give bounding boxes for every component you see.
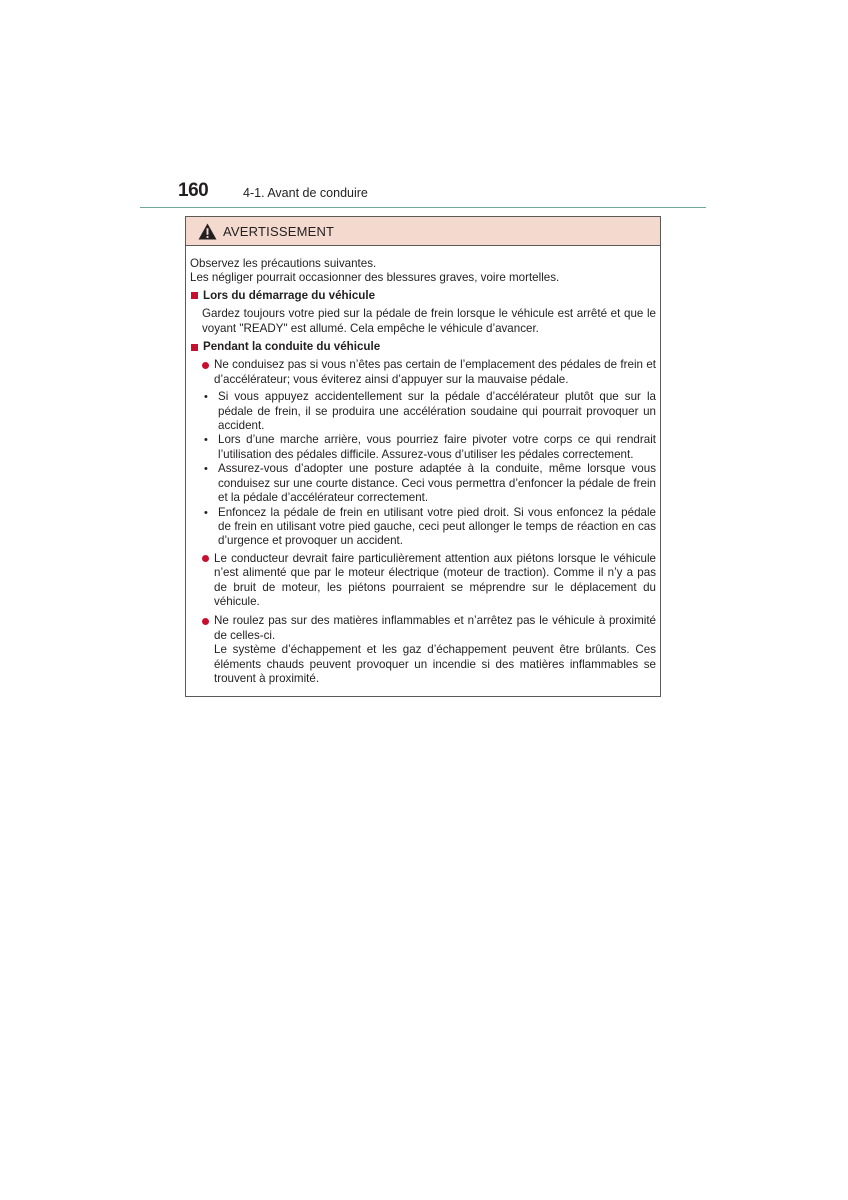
- round-bullet-icon: [202, 555, 209, 562]
- sub-bullet: •: [204, 434, 208, 447]
- header-divider: [140, 207, 706, 208]
- list-item-text: Ne conduisez pas si vous n’êtes pas certain de l’emplacement des pédales de frein et d’accélérateur; vous éviterez ainsi d’appuyer sur la mauvaise pédale.: [214, 358, 656, 386]
- list-item: [202, 552, 656, 610]
- warning-title: AVERTISSEMENT: [223, 223, 335, 239]
- sub-list-item: [202, 506, 656, 549]
- intro-line: Les négliger pourrait occasionner des blessures graves, voire mortelles.: [190, 271, 560, 285]
- list-item-text: Le conducteur devrait faire particulièrement attention aux piétons lorsque le véhicule n’est alimenté que par le moteur électrique (moteur de traction). Comme il n’y a pas de bruit de moteur, les piétons pourraient se méprendre sur le déplacement du véhicule.: [214, 551, 656, 608]
- section-paragraph: Gardez toujours votre pied sur la pédale de frein lorsque le véhicule est arrêté et que le voyant "READY" est allumé. Cela empêche le véhicule d’avancer.: [202, 307, 656, 335]
- sub-bullet: •: [204, 506, 208, 519]
- list-item: [202, 358, 656, 387]
- intro-line: Observez les précautions suivantes.: [190, 257, 377, 270]
- section-heading: [190, 340, 656, 354]
- list-item-text-line: Le système d’échappement et les gaz d’échappement peuvent être brûlants. Ces éléments chauds peuvent provoquer un incendie si des matières inflammables se trouvent à proximité.: [214, 643, 656, 685]
- section-title: 4-1. Avant de conduire: [243, 186, 368, 200]
- square-bullet-icon: [191, 292, 198, 299]
- square-bullet-icon: [191, 344, 198, 351]
- sub-list-item: [202, 433, 656, 462]
- round-bullet-icon: [202, 362, 209, 369]
- list-item-text-line: Ne roulez pas sur des matières inflammables et n’arrêtez pas le véhicule à proximité de celles-ci.: [214, 614, 656, 642]
- section-heading: [190, 289, 656, 303]
- sub-list: [202, 390, 656, 548]
- sub-list-item-text: Si vous appuyez accidentellement sur la pédale d’accélérateur plutôt que sur la pédale de frein, il se produira une accélération soudaine qui pourrait provoquer un accident.: [218, 390, 656, 433]
- sub-list-item: [202, 462, 656, 505]
- section-heading-text: Pendant la conduite du véhicule: [203, 340, 381, 354]
- sub-list-item: [202, 390, 656, 433]
- list-item-text: [214, 614, 656, 686]
- sub-list-item-text: Assurez-vous d’adopter une posture adaptée à la conduite, même lorsque vous conduisez sur une courte distance. Ceci vous permettra d’enfoncer la pédale de frein et la pédale d’accélérateur correctement.: [218, 462, 656, 505]
- round-bullet-icon: [202, 618, 209, 625]
- warning-header: [186, 217, 660, 246]
- warning-box: [185, 216, 661, 697]
- section-heading-text: Lors du démarrage du véhicule: [203, 288, 376, 302]
- list-item: [202, 614, 656, 686]
- page-number: 160: [178, 180, 209, 201]
- sub-list-item-text: Enfoncez la pédale de frein en utilisant votre pied droit. Si vous enfoncez la pédale de frein en utilisant votre pied gauche, ceci peut allonger le temps de réaction en cas d’urgence et provoquer un accident.: [218, 505, 656, 548]
- warning-triangle-icon: [198, 223, 217, 240]
- sub-bullet: •: [204, 463, 208, 476]
- sub-list-item-text: Lors d’une marche arrière, vous pourriez faire pivoter votre corps ce qui rendrait l’utilisation des pédales difficile. Assurez-vous d’utiliser les pédales correctement.: [218, 433, 656, 461]
- sub-bullet: •: [204, 391, 208, 404]
- warning-body: [186, 246, 660, 686]
